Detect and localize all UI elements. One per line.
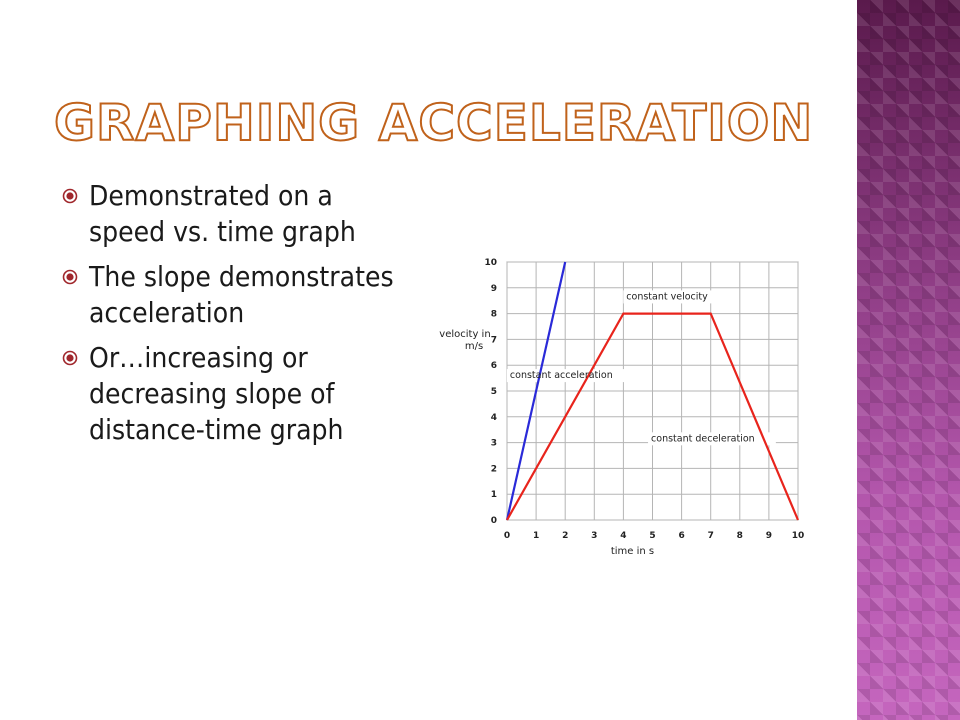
bullet-item (62, 259, 407, 331)
y-axis-label: velocity in m/s (439, 328, 491, 352)
x-tick-label: 3 (591, 531, 598, 541)
bullet-text: Demonstrated on a speed vs. time graph (89, 179, 356, 248)
y-tick-label: 4 (490, 412, 497, 423)
y-tick-label: 9 (490, 283, 497, 294)
annotation-label: constant velocity (626, 291, 708, 303)
y-tick-label: 10 (484, 258, 497, 268)
y-tick-label: 1 (490, 490, 497, 501)
slide-title: GRAPHING ACCELERATION (54, 94, 814, 152)
x-axis-label: time in s (610, 546, 655, 557)
y-tick-label: 3 (490, 438, 497, 449)
y-tick-label: 6 (490, 361, 497, 372)
bullet-text: The slope demonstrates acceleration (89, 260, 394, 329)
y-tick-label: 5 (490, 387, 497, 397)
y-tick-label: 0 (490, 516, 497, 526)
chart-svg (432, 250, 812, 560)
x-tick-label: 7 (707, 531, 714, 541)
annotation-label: constant acceleration (509, 370, 613, 382)
x-tick-label: 0 (503, 531, 511, 541)
x-tick-label: 5 (649, 531, 656, 541)
x-tick-label: 9 (765, 531, 773, 541)
side-decorative-panel (857, 0, 960, 720)
y-tick-label: 2 (490, 464, 497, 475)
x-tick-label: 8 (736, 531, 743, 541)
y-tick-label: 7 (490, 335, 497, 346)
bullet-item (62, 340, 407, 448)
circle-bullet-icon (62, 188, 78, 204)
x-tick-label: 10 (791, 531, 805, 541)
x-tick-label: 2 (562, 531, 569, 541)
x-tick-label: 1 (532, 531, 540, 541)
bullet-text: Or…increasing or decreasing slope of distance-time graph (89, 341, 344, 446)
circle-bullet-icon (62, 269, 78, 285)
annotation-label: constant deceleration (651, 433, 755, 445)
x-tick-label: 6 (678, 531, 685, 541)
circle-bullet-icon (62, 350, 78, 366)
y-tick-label: 8 (490, 309, 497, 320)
x-tick-label: 4 (620, 531, 627, 541)
velocity-time-chart (432, 250, 812, 560)
bullet-list (62, 178, 407, 457)
bullet-item (62, 178, 407, 250)
